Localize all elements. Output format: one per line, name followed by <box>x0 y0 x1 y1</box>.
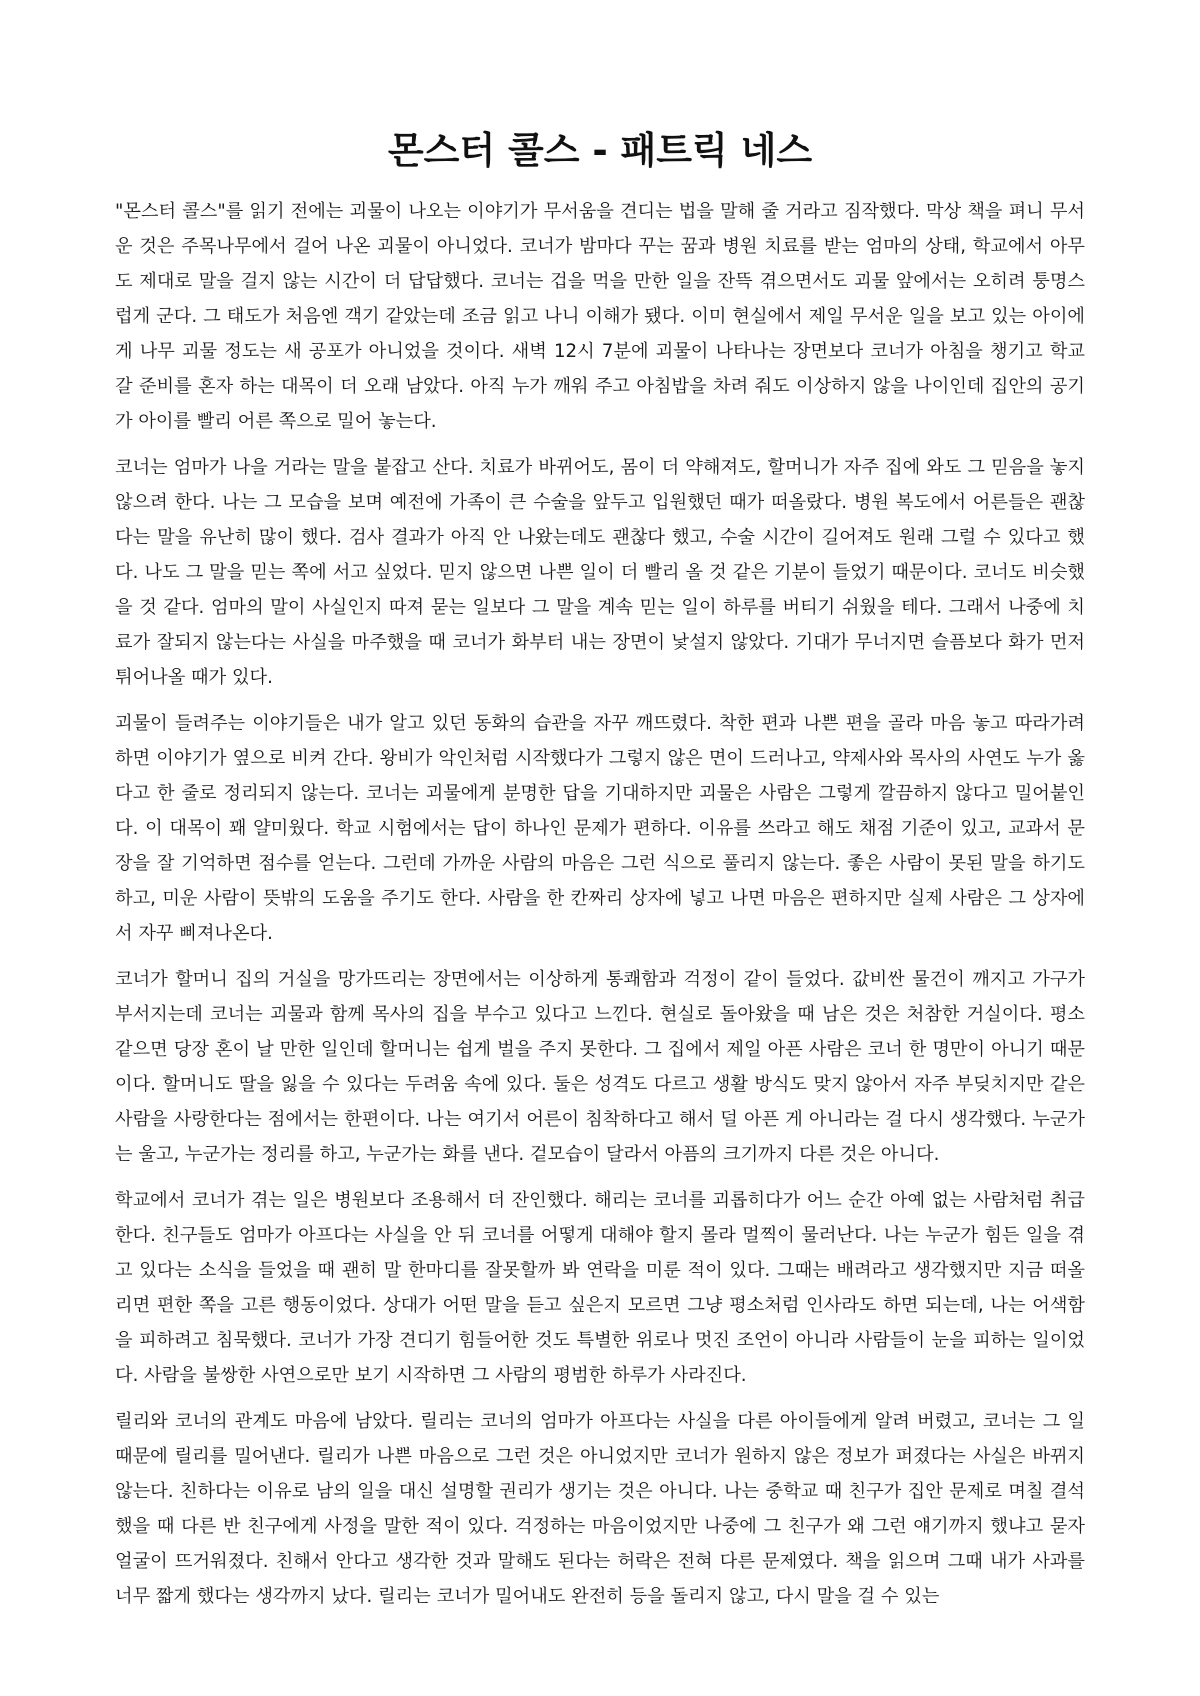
paragraph-4: 코너가 할머니 집의 거실을 망가뜨리는 장면에서는 이상하게 통쾌함과 걱정이 같이 들었다. 값비싼 물건이 깨지고 가구가 부서지는데 코너는 괴물과 함께 목사의 집을 부수고 있다고 느낀다. 현실로 돌아왔을 때 남은 것은 처참한 거실이다. 평소 같으면 당장 혼이 날 만한 일인데 할머니는 쉽게 벌을 주지 못한다. 그 집에서 제일 아픈 사람은 코너 한 명만이 아니기 때문이다. 할머니도 딸을 잃을 수 있다는 두려움 속에 있다. 둘은 성격도 다르고 생활 방식도 맞지 않아서 자주 부딪치지만 같은 사람을 사랑한다는 점에서는 한편이다. 나는 여기서 어른이 침착하다고 해서 덜 아픈 게 아니라는 걸 다시 생각했다. 누군가는 울고, 누군가는 정리를 하고, 누군가는 화를 낸다. 겉모습이 달라서 아픔의 크기까지 다른 것은 아니다. <box>115 969 1085 1165</box>
paragraph-2: 코너는 엄마가 나을 거라는 말을 붙잡고 산다. 치료가 바뀌어도, 몸이 더 약해져도, 할머니가 자주 집에 와도 그 믿음을 놓지 않으려 한다. 나는 그 모습을 보며 예전에 가족이 큰 수술을 앞두고 입원했던 때가 떠올랐다. 병원 복도에서 어른들은 괜찮다는 말을 유난히 많이 했다. 검사 결과가 아직 안 나왔는데도 괜찮다 했고, 수술 시간이 길어져도 원래 그럴 수 있다고 했다. 나도 그 말을 믿는 쪽에 서고 싶었다. 믿지 않으면 나쁜 일이 더 빨리 올 것 같은 기분이 들었기 때문이다. 코너도 비슷했을 것 같다. 엄마의 말이 사실인지 따져 묻는 일보다 그 말을 계속 믿는 일이 하루를 버티기 쉬웠을 테다. 그래서 나중에 치료가 잘되지 않는다는 사실을 마주했을 때 코너가 화부터 내는 장면이 낯설지 않았다. 기대가 무너지면 슬픔보다 화가 먼저 튀어나올 때가 있다. <box>115 457 1085 688</box>
paragraph-3: 괴물이 들려주는 이야기들은 내가 알고 있던 동화의 습관을 자꾸 깨뜨렸다. 착한 편과 나쁜 편을 골라 마음 놓고 따라가려 하면 이야기가 옆으로 비켜 간다. 왕비가 악인처럼 시작했다가 그렇지 않은 면이 드러나고, 약제사와 목사의 사연도 누가 옳다고 한 줄로 정리되지 않는다. 코너는 괴물에게 분명한 답을 기대하지만 괴물은 사람은 그렇게 깔끔하지 않다고 밀어붙인다. 이 대목이 꽤 얄미웠다. 학교 시험에서는 답이 하나인 문제가 편하다. 이유를 쓰라고 해도 채점 기준이 있고, 교과서 문장을 잘 기억하면 점수를 얻는다. 그런데 가까운 사람의 마음은 그런 식으로 풀리지 않는다. 좋은 사람이 못된 말을 하기도 하고, 미운 사람이 뜻밖의 도움을 주기도 한다. 사람을 한 칸짜리 상자에 넣고 나면 마음은 편하지만 실제 사람은 그 상자에서 자꾸 삐져나온다. <box>115 713 1085 944</box>
paragraph-1: "몬스터 콜스"를 읽기 전에는 괴물이 나오는 이야기가 무서움을 견디는 법을 말해 줄 거라고 짐작했다. 막상 책을 펴니 무서운 것은 주목나무에서 걸어 나온 괴물이 아니었다. 코너가 밤마다 꾸는 꿈과 병원 치료를 받는 엄마의 상태, 학교에서 아무도 제대로 말을 걸지 않는 시간이 더 답답했다. 코너는 겁을 먹을 만한 일을 잔뜩 겪으면서도 괴물 앞에서는 오히려 퉁명스럽게 군다. 그 태도가 처음엔 객기 같았는데 조금 읽고 나니 이해가 됐다. 이미 현실에서 제일 무서운 일을 보고 있는 아이에게 나무 괴물 정도는 새 공포가 아니었을 것이다. 새벽 12시 7분에 괴물이 나타나는 장면보다 코너가 아침을 챙기고 학교 갈 준비를 혼자 하는 대목이 더 오래 남았다. 아직 누가 깨워 주고 아침밥을 차려 줘도 이상하지 않을 나이인데 집안의 공기가 아이를 빨리 어른 쪽으로 밀어 놓는다. <box>115 201 1085 432</box>
document-title: 몬스터 콜스 - 패트릭 네스 <box>387 129 813 172</box>
paragraph-5: 학교에서 코너가 겪는 일은 병원보다 조용해서 더 잔인했다. 해리는 코너를 괴롭히다가 어느 순간 아예 없는 사람처럼 취급한다. 친구들도 엄마가 아프다는 사실을 안 뒤 코너를 어떻게 대해야 할지 몰라 멀찍이 물러난다. 나는 누군가 힘든 일을 겪고 있다는 소식을 들었을 때 괜히 말 한마디를 잘못할까 봐 연락을 미룬 적이 있다. 그때는 배려라고 생각했지만 지금 떠올리면 편한 쪽을 고른 행동이었다. 상대가 어떤 말을 듣고 싶은지 모르면 그냥 평소처럼 인사라도 하면 되는데, 나는 어색함을 피하려고 침묵했다. 코너가 가장 견디기 힘들어한 것도 특별한 위로나 멋진 조언이 아니라 사람들이 눈을 피하는 일이었다. 사람을 불쌍한 사연으로만 보기 시작하면 그 사람의 평범한 하루가 사라진다. <box>115 1190 1085 1386</box>
document-page <box>115 110 1085 1625</box>
paragraph-6: 릴리와 코너의 관계도 마음에 남았다. 릴리는 코너의 엄마가 아프다는 사실을 다른 아이들에게 알려 버렸고, 코너는 그 일 때문에 릴리를 밀어낸다. 릴리가 나쁜 마음으로 그런 것은 아니었지만 코너가 원하지 않은 정보가 퍼졌다는 사실은 바뀌지 않는다. 친하다는 이유로 남의 일을 대신 설명할 권리가 생기는 것은 아니다. 나는 중학교 때 친구가 집안 문제로 며칠 결석했을 때 다른 반 친구에게 사정을 말한 적이 있다. 걱정하는 마음이었지만 나중에 그 친구가 왜 그런 얘기까지 했냐고 묻자 얼굴이 뜨거워졌다. 친해서 안다고 생각한 것과 말해도 된다는 허락은 전혀 다른 문제였다. 책을 읽으며 그때 내가 사과를 너무 짧게 했다는 생각까지 났다. 릴리는 코너가 밀어내도 완전히 등을 돌리지 않고, 다시 말을 걸 수 있는 <box>115 1411 1085 1607</box>
